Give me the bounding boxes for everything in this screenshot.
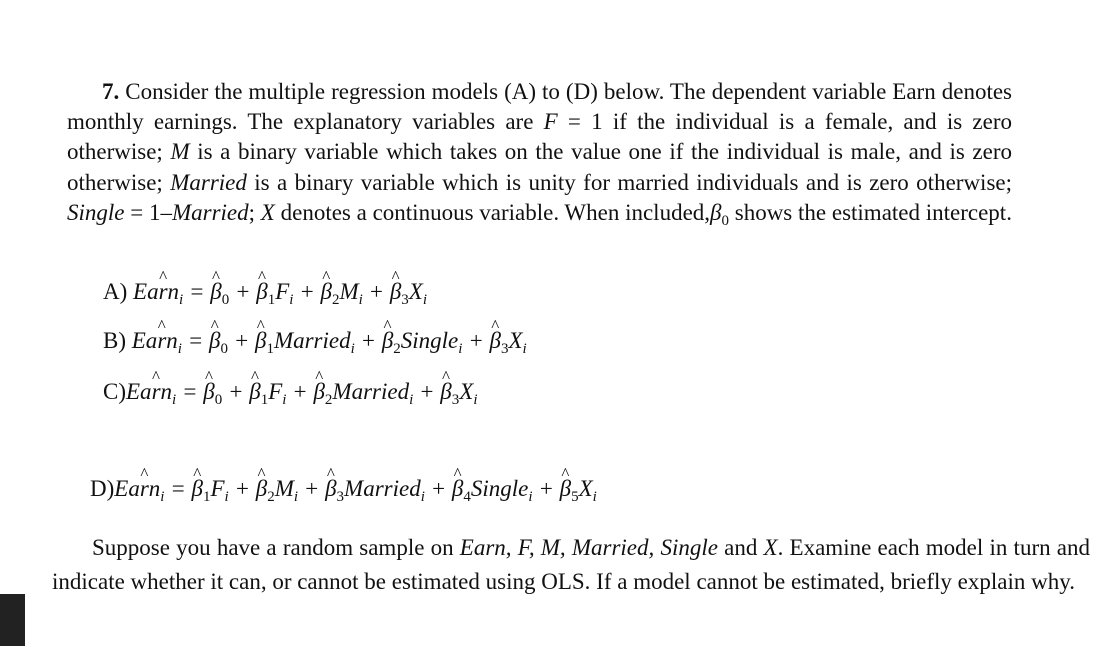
model-a-equation: A) Ea^ $rn_i$ = ^ $\beta_0$ + ^ $\beta_1F_i$ + ^ $\beta_2M_i$ + ^ $\beta_3X_i$ (103, 279, 427, 305)
problem-number: 7. (102, 79, 120, 104)
question-text: Suppose you have a random sample on Earn, F, M, Married, Single and X. Examine each model in turn and indicate whether it can, or cannot be estimated using OLS. If a model cannot be estimated, briefly explain why. (52, 535, 1090, 594)
model-d-equation: D)Ea^ $rn_i$ = ^ $\beta_1F_i$ + ^ $\beta_2M_i$ + ^ $\beta_3Married_i$ + ^ $\beta_4Single_i$ + ^ $\beta_5X_i$ (90, 476, 597, 502)
problem-statement: 7. Consider the multiple regression models (A) to (D) below. The dependent variable Earn denotes monthly earnings. The explanatory variables are F = 1 if the individual is a female, and is zero otherwise; M is a binary variable which takes on the value one if the individual is male, and is zero otherwise; Married is a binary variable which is unity for married individuals and is zero otherwise; Single = 1–Married; X denotes a continuous variable. When $included,\beta_0$ shows the estimated intercept. (67, 79, 1012, 229)
edge-block (0, 594, 25, 646)
model-c-equation: C)Ea^ $rn_i$ = ^ $\beta_0$ + ^ $\beta_1F_i$ + ^ $\beta_2Married_i$ + ^ $\beta_3X_i$ (103, 379, 478, 405)
model-b-equation: B) Ea^ $rn_i$ = ^ $\beta_0$ + ^ $\beta_1Married_i$ + ^ $\beta_2Single_i$ + ^ $\beta_3X_i$ (103, 328, 527, 354)
